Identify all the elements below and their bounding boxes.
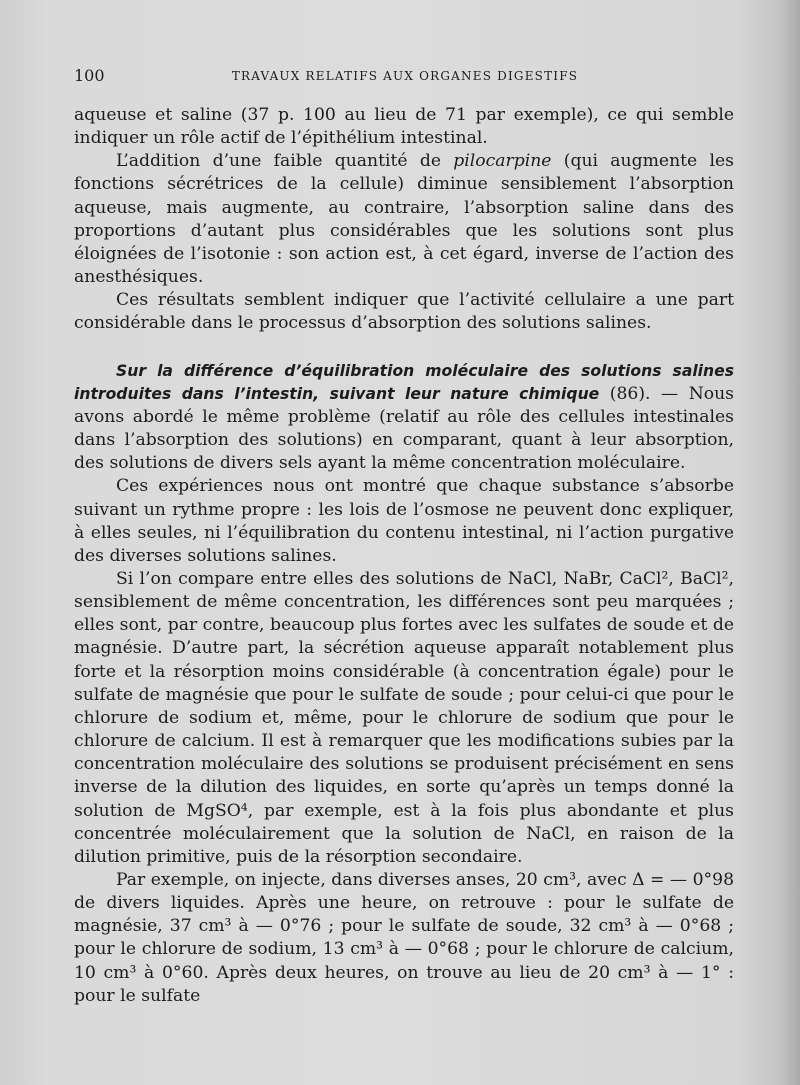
body-text	[74, 104, 734, 1008]
running-head: TRAVAUX RELATIFS AUX ORGANES DIGESTIFS	[231, 69, 579, 83]
paragraph-2	[74, 150, 734, 289]
paragraph-6: Si l’on compare entre elles des solutions de NaCl, NaBr, CaCl², BaCl², sensiblement de même concentration, les différences sont peu marquées ; elles sont, par contre, beaucoup plus fortes avec les sulfates de soude et de magnésie. D’autre part, la sécrétion aqueuse apparaît notablement plus forte et la résorption moins considérable (à concentration égale) pour le sulfate de magnésie que pour le sulfate de soude ; pour celui-ci que pour le chlorure de sodium et, même, pour le chlorure de sodium que pour le chlorure de calcium. Il est à remarquer que les modifications subies par la concentration moléculaire des solutions se produisent précisément en sens inverse de la dilution des liquides, en sorte qu’après un temps donné la solution de MgSO⁴, par exemple, est à la fois plus abondante et plus concentrée moléculairement que la solution de NaCl, en raison de la dilution primitive, puis de la résorption secondaire.	[74, 568, 734, 867]
section-heading: Sur la différence d’équilibration moléculaire des solutions salines introduites dans l’intestin, suivant leur nature chimique	[74, 361, 734, 403]
pilocarpine-term: pilocarpine	[453, 151, 552, 172]
paragraph-3: Ces résultats semblent indiquer que l’activité cellulaire a une part considérable dans le processus d’absorption des solutions salines.	[74, 290, 734, 334]
page-number: 100	[74, 66, 105, 85]
section-paragraph	[74, 360, 734, 476]
paragraph-5: Ces expériences nous ont montré que chaque substance s’absorbe suivant un rythme propre : les lois de l’osmose ne peuvent donc expliquer, à elles seules, ni l’équilibration du contenu intestinal, ni l’action purgative des diverses solutions salines.	[74, 476, 734, 566]
section-paragraph-text: (86). — Nous avons abordé le même problème (relatif au rôle des cellules intestinales dans l’absorption des solutions) en comparant, quant à leur absorption, des solutions de divers sels ayant la même concentration moléculaire.	[74, 383, 734, 474]
paragraph-1: aqueuse et saline (37 p. 100 au lieu de 71 par exemple), ce qui semble indiquer un rôle actif de l’épithélium intestinal.	[74, 105, 734, 149]
paragraph-2-text-after: (qui augmente les fonctions sécrétrices de la cellule) diminue sensiblement l’absorption aqueuse, mais augmente, au contraire, l’absorption saline dans des proportions d’autant plus considérables que les solutions sont plus éloignées de l’isotonie : son action est, à cet égard, inverse de l’action des anesthésiques.	[74, 151, 734, 288]
section-spacer	[74, 336, 734, 360]
page-header	[74, 66, 736, 86]
paragraph-2-text-before: L’addition d’une faible quantité de	[116, 151, 454, 172]
paragraph-7: Par exemple, on injecte, dans diverses anses, 20 cm³, avec Δ = — 0°98 de divers liquides. Après une heure, on retrouve : pour le sulfate de magnésie, 37 cm³ à — 0°76 ; pour le sulfate de soude, 32 cm³ à — 0°68 ; pour le chlorure de sodium, 13 cm³ à — 0°68 ; pour le chlorure de calcium, 10 cm³ à 0°60. Après deux heures, on trouve au lieu de 20 cm³ à — 1° : pour le sulfate	[74, 870, 734, 1006]
